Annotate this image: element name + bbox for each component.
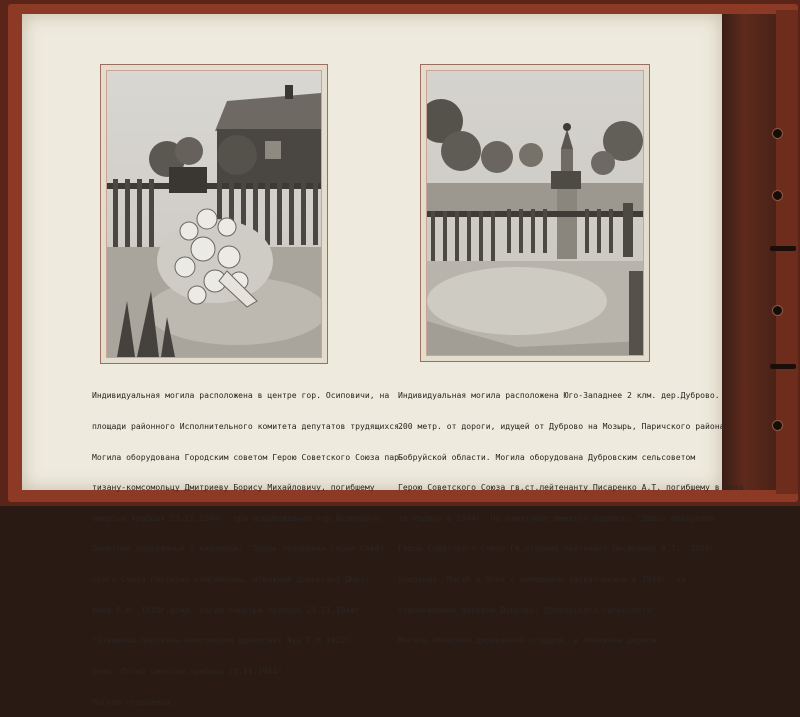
photo-left-image [107,71,321,357]
caption-right-line: рождения. Погиб в боях с немецкими захватчиками в 1944г. за [398,574,686,585]
caption-left-line: риев Б.М. 1924г.рожд. погиб смертью храбрых 23.II.1944г." [92,604,370,615]
photo-left [106,70,322,358]
binding-hole-1 [772,128,783,139]
caption-left-line: рожд. Погиб смертью храбрых 23.II.1944" [92,665,283,676]
caption-left-line: Могила оборудована Городским советом Герою Советского Союза пар- [92,451,404,462]
caption-left-line: тизану-комсомольцу Дмитриеву Борису Михайловичу, погибшему [92,482,375,493]
caption-left-line: смертью храбрых 23.II.1944г. при освобождении гор.Осиповичи. [92,512,385,523]
binding-hole-2 [772,190,783,201]
caption-right-line: Герою Советского Союза гв.ст.лейтенанту Писаренко А.Т. погибшему в боях [398,482,744,493]
binding-hole-4 [772,420,783,431]
binding-ring-2 [770,364,796,369]
caption-left-line: Памятник деревянный с надписью: "Здесь похоронен Герой Совет- [92,543,390,554]
caption-right-line: за Родину в 1944г. На памятнике имеется надпись: "Здесь похоронен [398,512,715,523]
caption-right-line: Бобруйской области. Могила оборудована Дубровским сельсоветом [398,451,696,462]
photo-right-image [427,71,643,355]
caption-right [398,370,744,656]
binding-ring-1 [770,246,796,251]
caption-right-line: освобождение деревни Дуброво, Дубровского сельсовета" [398,604,657,615]
caption-right-line: 200 метр. от дороги, идущей от Дуброво на Мозырь, Паричского района [398,421,725,432]
caption-left [92,370,404,717]
caption-right-line: Индивидуальная могила расположена Юго-Западнее 2 клм. дер.Дуброво. [398,390,720,401]
caption-left-line: Индивидуальная могила расположена в центре гор. Осиповичи, на [92,390,390,401]
photo-left-mount [100,64,328,364]
caption-left-line: ского Союза партизан-комсомолец, отважный диверсант Дмит- [92,574,370,585]
caption-right-line: Герой Советского Союза Гв.старший лейтенант Писаренко А.Т., 1916г. [398,543,720,554]
caption-left-line: площади районного Исполнительного комитета депутатов трудящихся. [92,421,404,432]
photo-right-mount [420,64,650,362]
binding-hole-3 [772,305,783,316]
photo-right [426,70,644,356]
caption-left-line: "Отважный партизан-комсомолец диверсант Жук Т.Н 1922г. [92,635,356,646]
caption-left-line: Могила огорожена. [92,696,175,707]
caption-right-line: Могила обнесена деревянной оградой, и обложена дерном. [398,635,662,646]
